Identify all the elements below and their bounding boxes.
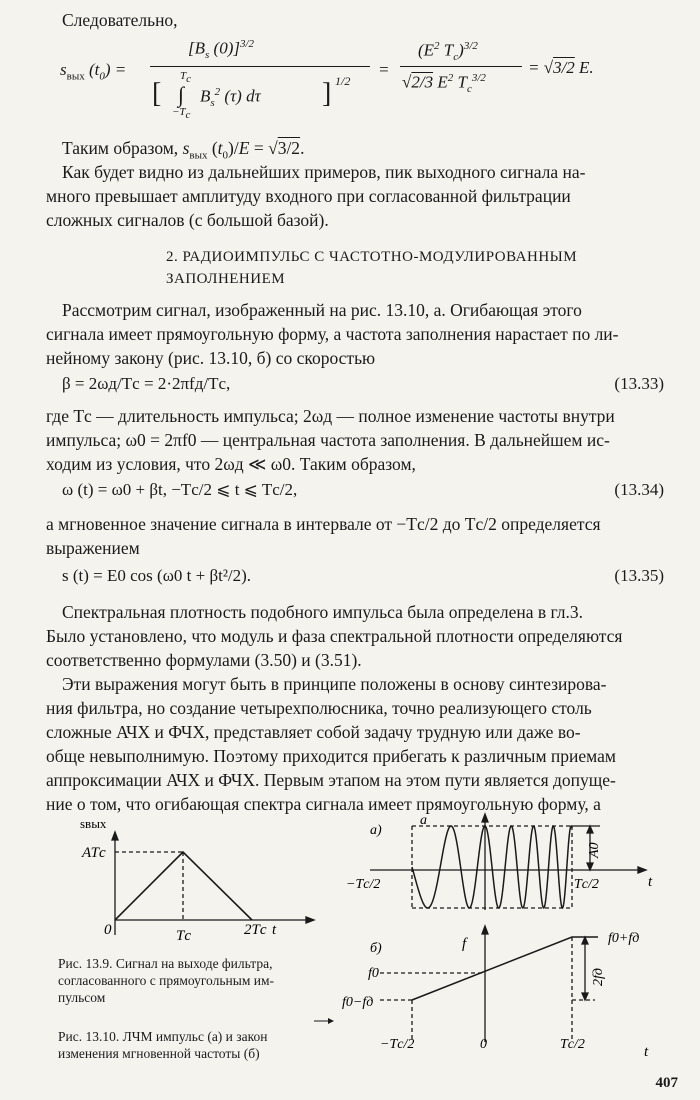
- fig1310b-t: t: [644, 1044, 649, 1060]
- fig1310-part-b: б): [370, 941, 382, 956]
- para3-line1: где Tс — длительность импульса; 2ωд — полное изменение частоты внутри: [46, 406, 615, 426]
- para2-line2: сигнала имеет прямоугольную форму, а частота заполнения нарастает по ли-: [46, 324, 619, 344]
- para1-line1: Как будет видно из дальнейших примеров, пик выходного сигнала на-: [62, 162, 586, 182]
- thus-line: Таким образом, $s_{вых}$ $(t_0)/E = √3/2$.: [62, 138, 305, 162]
- fig139-2tc: 2Tс: [244, 922, 267, 938]
- formula-1-frac2-num: ($E^2$ $T_c)^{3/2}$: [418, 40, 478, 64]
- fig139-tc: Tс: [176, 928, 191, 944]
- fig139-caption-line1: Рис. 13.9. Сигнал на выходе фильтра,: [58, 956, 273, 971]
- para5-line1: Спектральная плотность подобного импульса была определена в гл.3.: [62, 602, 584, 622]
- para5-line3: соответственно формулами (3.50) и (3.51).: [46, 650, 362, 670]
- eq-13-33: β = 2ωд/Tс = 2·2πfд/Tс,: [62, 374, 231, 393]
- fig139-caption-line2: согласованного с прямоугольным им-: [58, 973, 274, 988]
- figure-13-10: [340, 810, 680, 1065]
- page-number: 407: [655, 1075, 678, 1091]
- fig1310b-f: f: [462, 936, 467, 952]
- para6-line2: ния фильтра, но создание четырехполюсника, точно реализующего столь: [46, 698, 592, 718]
- fig1310b-f0: f0: [368, 966, 379, 981]
- para6-line3: сложные АЧХ и ФЧХ, представляет собой задачу трудную или даже во-: [46, 722, 581, 742]
- para2-line3: нейному закону (рис. 13.10, б) со скоростью: [46, 348, 376, 368]
- eq-13-35-number: (13.35): [614, 566, 664, 585]
- intro-word: Следовательно,: [62, 10, 178, 30]
- fig1310b-2fd: 2fд: [591, 968, 606, 986]
- formula-1-frac2-den: √2/3 $E^2$ $T_c^{3/2}$: [402, 72, 486, 96]
- formula-1: $s_{вых}$ $(t_0)$ = [$B_s$ (0)]$^{3/2}$ [ $T_c$ ∫ $-T_c$ $B_s^2$ (τ) dτ ] 1/2 = ($E^2$ $T_c)^{3/2}$ √2/3 $E^2$ $T_c^{3/2}$ = √3/2 E.: [60, 38, 594, 122]
- para6-line1: Эти выражения могут быть в принципе положены в основу синтезирова-: [62, 674, 607, 694]
- fig1310b-zero: 0: [480, 1037, 487, 1052]
- int-upper: $T_c$: [180, 70, 192, 86]
- para6-line4: обще невыполнимую. Поэтому приходится прибегать к различным приемам: [46, 746, 616, 766]
- eq-13-33-number: (13.33): [614, 374, 664, 393]
- fig1310-part-a: a): [370, 823, 382, 838]
- formula-1-lhs: $s_{вых}$ $(t_0)$ =: [60, 60, 127, 83]
- eq-13-34-number: (13.34): [614, 480, 664, 499]
- fig1310-a-axis: a: [420, 813, 427, 828]
- fig1310a-t: t: [648, 874, 653, 890]
- formula-1-numerator: [$B_s$ (0)]$^{3/2}$: [188, 38, 255, 62]
- eq-13-34: ω (t) = ω0 + βt, −Tс/2 ⩽ t ⩽ Tс/2,: [62, 480, 298, 499]
- figure-13-9: [60, 816, 320, 950]
- para3-line2: импульса; ω0 = 2πf0 — центральная частота заполнения. В дальнейшем ис-: [46, 430, 610, 450]
- int-lower: $-T_c$: [172, 106, 191, 122]
- formula-1-result: = √3/2 E.: [528, 58, 594, 77]
- fig1310b-f0-plus: f0+fд: [608, 931, 640, 946]
- para6-line5: аппроксимации АЧХ и ФЧХ. Первым этапом на этом пути является допуще-: [46, 770, 616, 790]
- fig1310a-minus-tc2: −Tс/2: [346, 877, 381, 892]
- para5-line2: Было установлено, что модуль и фаза спектральной плотности определяются: [46, 626, 623, 646]
- fig139-ylabel: sвых: [80, 816, 107, 831]
- fig139-caption-line3: пульсом: [58, 990, 106, 1005]
- fig1310b-tc2: Tс/2: [560, 1037, 585, 1052]
- arrow-right-icon: [312, 1016, 336, 1026]
- para1-line3: сложных сигналов (с большой базой).: [46, 210, 329, 230]
- fig139-t: t: [272, 922, 277, 938]
- fig1310b-minus-tc2: −Tс/2: [380, 1037, 415, 1052]
- para6-line6: ние о том, что огибающая спектра сигнала имеет прямоугольную форму, а: [46, 794, 601, 814]
- para3-line3: ходим из условия, что 2ωд ≪ ω0. Таким образом,: [46, 454, 416, 474]
- fig1310a-tc2: Tс/2: [574, 877, 599, 892]
- para4-line2: выражением: [46, 538, 140, 558]
- fig1310a-amp: A0: [587, 842, 602, 858]
- fig139-origin: 0: [104, 922, 112, 938]
- para2-line1: Рассмотрим сигнал, изображенный на рис. 13.10, а. Огибающая этого: [62, 300, 582, 320]
- fig1310-caption-line2: изменения мгновенной частоты (б): [58, 1046, 260, 1061]
- para4-line1: а мгновенное значение сигнала в интервале от −Tс/2 до Tс/2 определяется: [46, 514, 601, 534]
- fig1310b-freq-line: [412, 937, 598, 1000]
- para1-line2: много превышает амплитуду входного при согласованной фильтрации: [46, 186, 571, 206]
- section-title-line1: 2. РАДИОИМПУЛЬС С ЧАСТОТНО-МОДУЛИРОВАННЫМ: [166, 249, 578, 265]
- section-title-line2: ЗАПОЛНЕНИЕМ: [166, 271, 286, 287]
- fig1310b-f0-minus: f0−fд: [342, 995, 374, 1010]
- eq-13-35: s (t) = E0 cos (ω0 t + βt²/2).: [62, 566, 252, 585]
- fig1310a-chirp: [412, 826, 572, 908]
- fig139-amp-label: ATс: [82, 845, 106, 861]
- fig1310-caption-line1: Рис. 13.10. ЛЧМ импульс (а) и закон: [58, 1029, 268, 1044]
